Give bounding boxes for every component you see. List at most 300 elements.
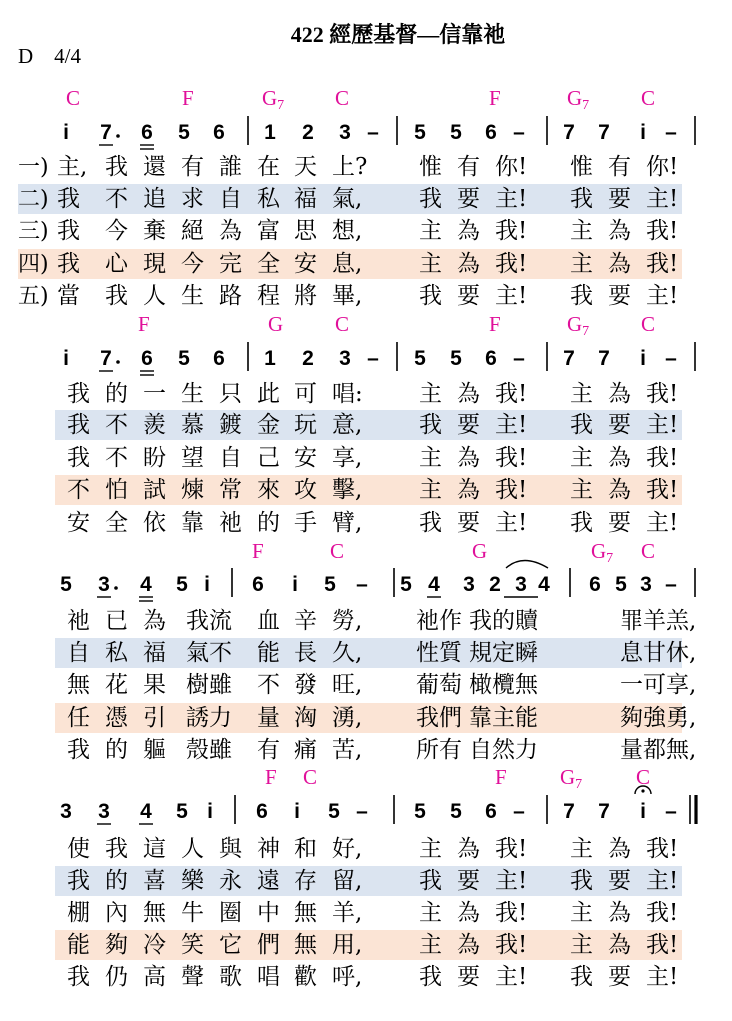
lyric-syllable: 橄欖無 <box>469 672 538 698</box>
lyric-syllable: 為 <box>457 477 480 503</box>
hymn-title: 422 經歷基督—信靠祂 <box>290 22 506 47</box>
note-digit: 5 <box>615 573 627 596</box>
lyric-syllable: 一可享, <box>620 672 697 698</box>
lyric-syllable: 我 <box>67 964 90 990</box>
note-digit: 3 <box>515 573 527 596</box>
lyric-syllable: 量都無, <box>620 737 697 763</box>
note-digit: 4 <box>538 573 550 596</box>
lyric-syllable: 羊, <box>332 900 363 926</box>
note-digit: 5 <box>176 800 188 823</box>
lyric-syllable: 能 <box>257 640 280 666</box>
lyric-syllable: 主 <box>570 445 593 471</box>
note-digit: 5 <box>414 121 426 144</box>
verse-label: 一) <box>18 155 49 180</box>
lyric-syllable: 主 <box>419 900 442 926</box>
chord-symbol: C <box>641 312 656 336</box>
lyric-syllable: 的 <box>105 868 128 894</box>
lyric-syllable: 無 <box>294 932 317 958</box>
chord-symbol: G7 <box>591 539 614 566</box>
lyric-syllable: 引 <box>143 705 166 731</box>
lyric-syllable: 軀 <box>143 737 166 763</box>
lyric-syllable: 畢, <box>332 283 363 309</box>
lyric-syllable: 鍍 <box>219 412 242 438</box>
lyric-syllable: 試 <box>143 477 166 503</box>
lyric-syllable: 喜 <box>143 868 166 894</box>
chord-symbol: C <box>303 765 318 789</box>
lyric-syllable: 一 <box>143 381 166 407</box>
lyric-syllable: 湧, <box>332 705 363 731</box>
lyric-syllable: 主 <box>570 900 593 926</box>
lyric-syllable: 我! <box>495 445 528 471</box>
lyric-syllable: 今 <box>105 218 128 244</box>
lyric-syllable: 為 <box>608 381 631 407</box>
lyric-syllable: 想, <box>332 218 363 244</box>
note-digit: 5 <box>176 573 188 596</box>
lyric-syllable: 我! <box>495 900 528 926</box>
lyric-syllable: 辛 <box>294 608 317 634</box>
lyric-syllable: 為 <box>457 251 480 277</box>
chord-symbol: F <box>489 86 501 110</box>
lyric-syllable: 只 <box>219 381 242 407</box>
lyric-syllable: 完 <box>219 251 242 277</box>
lyric-syllable: 你! <box>646 154 679 180</box>
lyric-syllable: 追 <box>143 186 166 212</box>
lyric-syllable: 我 <box>57 186 80 212</box>
lyric-syllable: 要 <box>608 186 631 212</box>
lyric-syllable: 祂作 <box>416 608 462 634</box>
lyric-syllable: 我 <box>105 836 128 862</box>
verse-label: 四) <box>18 252 49 277</box>
dash-note: – <box>367 121 379 144</box>
lyric-syllable: 為 <box>608 477 631 503</box>
note-digit: 5 <box>60 573 72 596</box>
lyric-syllable: 牛 <box>181 900 204 926</box>
lyric-syllable: 長 <box>294 640 317 666</box>
chord-symbol: F <box>495 765 507 789</box>
lyric-syllable: 這 <box>143 836 166 862</box>
lyric-syllable: 們 <box>257 932 280 958</box>
lyric-syllable: 不 <box>105 186 128 212</box>
high-do-note: i <box>640 347 646 370</box>
chord-symbol: F <box>489 312 501 336</box>
lyric-syllable: 生 <box>181 381 204 407</box>
lyric-syllable: 要 <box>608 283 631 309</box>
lyric-syllable: 旺, <box>332 672 363 698</box>
lyric-syllable: 為 <box>457 900 480 926</box>
lyric-syllable: 安 <box>294 251 317 277</box>
lyric-syllable: 為 <box>608 900 631 926</box>
lyric-syllable: 主 <box>419 836 442 862</box>
lyric-syllable: 留, <box>332 868 363 894</box>
lyric-syllable: 自 <box>67 640 90 666</box>
lyric-syllable: 我 <box>570 186 593 212</box>
lyric-syllable: 主! <box>495 412 528 438</box>
lyric-syllable: 我! <box>495 836 528 862</box>
lyric-syllable: 要 <box>457 412 480 438</box>
note-digit: 3 <box>339 121 351 144</box>
lyric-syllable: 罪羊羔, <box>620 608 697 634</box>
note-digit: 6 <box>141 121 153 144</box>
augmentation-dot <box>114 586 118 590</box>
note-digit: 4 <box>428 573 440 596</box>
chord-symbol: G <box>268 312 284 336</box>
lyric-syllable: 唱: <box>332 381 363 407</box>
lyric-syllable: 神 <box>257 836 280 862</box>
verse-label: 三) <box>18 219 49 244</box>
note-digit: 3 <box>98 800 110 823</box>
lyric-syllable: 人 <box>181 836 204 862</box>
lyric-syllable: 主! <box>495 283 528 309</box>
lyric-syllable: 我 <box>67 868 90 894</box>
lyric-syllable: 主 <box>570 381 593 407</box>
note-digit: 5 <box>178 347 190 370</box>
lyric-syllable: 無 <box>294 900 317 926</box>
lyric-syllable: 路 <box>219 283 242 309</box>
chord-symbol: G7 <box>567 312 590 339</box>
lyric-syllable: 憑 <box>105 705 128 731</box>
lyric-syllable: 要 <box>457 868 480 894</box>
lyric-syllable: 絕 <box>181 218 204 244</box>
lyric-syllable: 盼 <box>143 445 166 471</box>
lyric-syllable: 有 <box>181 154 204 180</box>
dash-note: – <box>665 573 677 596</box>
lyric-syllable: 我 <box>67 412 90 438</box>
note-digit: 7 <box>563 121 575 144</box>
lyric-syllable: 息, <box>332 251 363 277</box>
dash-note: – <box>665 800 677 823</box>
lyric-syllable: 主! <box>495 186 528 212</box>
lyric-syllable: 為 <box>457 836 480 862</box>
lyric-syllable: 求 <box>181 186 204 212</box>
lyric-syllable: 主 <box>570 251 593 277</box>
lyric-syllable: 痛 <box>294 737 317 763</box>
lyric-syllable: 高 <box>143 964 166 990</box>
chord-symbol: C <box>66 86 81 110</box>
note-digit: 6 <box>213 121 225 144</box>
lyric-syllable: 花 <box>105 672 128 698</box>
lyric-syllable: 常 <box>219 477 242 503</box>
lyric-syllable: 使 <box>67 836 90 862</box>
lyric-syllable: 意, <box>332 412 363 438</box>
high-do-note: i <box>63 347 69 370</box>
dash-note: – <box>367 347 379 370</box>
high-do-note: i <box>292 573 298 596</box>
lyric-syllable: 為 <box>608 445 631 471</box>
lyric-syllable: 能 <box>67 932 90 958</box>
lyric-syllable: 有 <box>457 154 480 180</box>
lyric-syllable: 好, <box>332 836 363 862</box>
note-digit: 3 <box>463 573 475 596</box>
note-digit: 4 <box>140 573 152 596</box>
lyric-syllable: 祂 <box>219 510 242 536</box>
lyric-syllable: 享, <box>332 445 363 471</box>
lyric-syllable: 你! <box>495 154 528 180</box>
lyric-syllable: 我 <box>105 154 128 180</box>
dash-note: – <box>356 573 368 596</box>
lyric-syllable: 主 <box>570 836 593 862</box>
note-digit: 5 <box>328 800 340 823</box>
lyric-syllable: 安 <box>294 445 317 471</box>
lyric-syllable: 主 <box>419 218 442 244</box>
chord-symbol: F <box>182 86 194 110</box>
lyric-syllable: 苦, <box>332 737 363 763</box>
lyric-syllable: 金 <box>257 412 280 438</box>
lyric-syllable: 任 <box>67 705 90 731</box>
note-digit: 5 <box>400 573 412 596</box>
lyric-syllable: 攻 <box>294 477 317 503</box>
lyric-syllable: 要 <box>608 868 631 894</box>
note-digit: 5 <box>450 800 462 823</box>
lyric-syllable: 棄 <box>143 218 166 244</box>
lyric-syllable: 要 <box>457 186 480 212</box>
lyric-syllable: 為 <box>457 381 480 407</box>
chord-symbol: C <box>335 86 350 110</box>
high-do-note: i <box>207 800 213 823</box>
lyric-syllable: 冷 <box>143 932 166 958</box>
lyric-syllable: 不 <box>105 445 128 471</box>
augmentation-dot <box>116 134 120 138</box>
lyric-syllable: 全 <box>105 510 128 536</box>
note-digit: 7 <box>598 800 610 823</box>
lyric-syllable: 氣不 <box>186 640 232 666</box>
lyric-syllable: 我! <box>495 381 528 407</box>
lyric-syllable: 和 <box>294 836 317 862</box>
high-do-note: i <box>640 121 646 144</box>
lyric-syllable: 還 <box>143 154 166 180</box>
lyric-syllable: 人 <box>143 283 166 309</box>
lyric-syllable: 主! <box>646 186 679 212</box>
lyric-syllable: 我 <box>570 868 593 894</box>
lyric-syllable: 自 <box>219 186 242 212</box>
lyric-syllable: 我 <box>419 510 442 536</box>
lyric-syllable: 為 <box>457 218 480 244</box>
lyric-syllable: 我 <box>67 737 90 763</box>
dash-note: – <box>513 121 525 144</box>
lyric-syllable: 我 <box>67 445 90 471</box>
note-digit: 7 <box>598 121 610 144</box>
lyric-syllable: 我! <box>495 477 528 503</box>
note-digit: 5 <box>450 347 462 370</box>
lyric-syllable: 要 <box>457 510 480 536</box>
note-digit: 5 <box>414 347 426 370</box>
key-signature: D 4/4 <box>18 44 81 68</box>
lyric-syllable: 的 <box>105 381 128 407</box>
music-system-1 <box>18 86 695 309</box>
lyric-syllable: 樹雖 <box>186 672 232 698</box>
chord-symbol: G7 <box>262 86 285 113</box>
lyric-syllable: 存 <box>294 868 317 894</box>
chord-symbol: G7 <box>560 765 583 792</box>
lyric-syllable: 血 <box>257 608 280 634</box>
note-digit: 6 <box>485 347 497 370</box>
augmentation-dot <box>116 360 120 364</box>
lyric-syllable: 我 <box>419 283 442 309</box>
note-digit: 3 <box>60 800 72 823</box>
lyric-syllable: 所有 <box>416 737 462 763</box>
lyric-syllable: 聲 <box>181 964 204 990</box>
music-system-3 <box>55 539 696 763</box>
lyric-syllable: 主! <box>495 868 528 894</box>
lyric-syllable: 主 <box>419 251 442 277</box>
lyric-syllable: 主 <box>570 218 593 244</box>
lyric-syllable: 呼, <box>332 964 363 990</box>
lyric-syllable: 我! <box>646 900 679 926</box>
lyric-syllable: 我 <box>105 283 128 309</box>
lyric-syllable: 殼雖 <box>186 737 232 763</box>
note-digit: 7 <box>598 347 610 370</box>
lyric-syllable: 為 <box>457 932 480 958</box>
lyric-syllable: 夠 <box>105 932 128 958</box>
lyric-syllable: 的 <box>257 510 280 536</box>
lyric-syllable: 我! <box>495 251 528 277</box>
chord-symbol: C <box>641 539 656 563</box>
note-digit: 5 <box>324 573 336 596</box>
note-digit: 7 <box>563 347 575 370</box>
lyric-syllable: 歡 <box>294 964 317 990</box>
lyric-syllable: 的 <box>105 737 128 763</box>
high-do-note: i <box>204 573 210 596</box>
lyric-syllable: 我! <box>646 445 679 471</box>
lyric-syllable: 中 <box>257 900 280 926</box>
lyric-syllable: 天 <box>294 154 317 180</box>
lyric-syllable: 手 <box>294 510 317 536</box>
lyric-syllable: 發 <box>294 672 317 698</box>
note-digit: 6 <box>589 573 601 596</box>
lyric-syllable: 今 <box>181 251 204 277</box>
lyric-syllable: 主! <box>646 964 679 990</box>
lyric-syllable: 有 <box>257 737 280 763</box>
lyric-syllable: 洶 <box>294 705 317 731</box>
lyric-syllable: 永 <box>219 868 242 894</box>
slur-mark <box>506 561 548 569</box>
note-digit: 6 <box>141 347 153 370</box>
lyric-syllable: 私 <box>105 640 128 666</box>
lyric-syllable: 富 <box>257 218 280 244</box>
lyric-syllable: 久, <box>332 640 363 666</box>
lyric-syllable: 我! <box>646 251 679 277</box>
lyric-syllable: 主 <box>570 477 593 503</box>
lyric-syllable: 主 <box>419 445 442 471</box>
high-do-note: i <box>63 121 69 144</box>
lyric-syllable: 我 <box>67 381 90 407</box>
note-digit: 3 <box>640 573 652 596</box>
chord-symbol: F <box>138 312 150 336</box>
note-digit: 5 <box>178 121 190 144</box>
lyric-syllable: 我! <box>646 381 679 407</box>
lyric-syllable: 望 <box>181 445 204 471</box>
note-digit: 7 <box>100 347 112 370</box>
lyric-syllable: 惟 <box>570 154 593 180</box>
lyric-syllable: 主! <box>495 964 528 990</box>
music-system-2 <box>55 312 695 536</box>
lyric-syllable: 當 <box>57 283 80 309</box>
chord-symbol: C <box>330 539 345 563</box>
lyric-syllable: 我! <box>646 477 679 503</box>
lyric-syllable: 己 <box>257 445 280 471</box>
lyric-syllable: 要 <box>608 964 631 990</box>
lyric-syllable: 我! <box>495 932 528 958</box>
lyric-syllable: 我 <box>570 283 593 309</box>
lyric-syllable: 此 <box>257 381 280 407</box>
lyric-syllable: 上? <box>332 154 368 180</box>
lyric-syllable: 已 <box>105 608 128 634</box>
lyric-syllable: 歌 <box>219 964 242 990</box>
lyric-syllable: 息甘休, <box>620 640 697 666</box>
lyric-syllable: 我 <box>57 251 80 277</box>
note-digit: 6 <box>485 121 497 144</box>
lyric-syllable: 我 <box>419 868 442 894</box>
verse-label: 二) <box>18 187 49 212</box>
lyric-syllable: 程 <box>257 283 280 309</box>
lyric-syllable: 我 <box>570 964 593 990</box>
lyric-syllable: 我的贖 <box>469 608 538 634</box>
lyric-syllable: 靠主能 <box>469 705 538 731</box>
lyric-syllable: 不 <box>67 477 90 503</box>
lyric-syllable: 主, <box>57 154 88 180</box>
dash-note: – <box>665 347 677 370</box>
lyric-syllable: 為 <box>219 218 242 244</box>
lyric-syllable: 要 <box>457 283 480 309</box>
note-digit: 1 <box>264 121 276 144</box>
chord-symbol: C <box>636 765 651 789</box>
lyric-syllable: 心 <box>105 251 128 277</box>
lyric-syllable: 靠 <box>181 510 204 536</box>
lyric-syllable: 主 <box>419 381 442 407</box>
lyric-syllable: 我! <box>646 218 679 244</box>
lyric-syllable: 有 <box>608 154 631 180</box>
note-digit: 2 <box>302 121 314 144</box>
note-digit: 6 <box>213 347 225 370</box>
lyric-syllable: 要 <box>608 510 631 536</box>
chord-symbol: F <box>265 765 277 789</box>
lyric-syllable: 不 <box>257 672 280 698</box>
lyric-syllable: 遠 <box>257 868 280 894</box>
lyric-syllable: 我 <box>419 186 442 212</box>
lyric-syllable: 規定瞬 <box>469 640 538 666</box>
dash-note: – <box>513 800 525 823</box>
lyric-syllable: 安 <box>67 510 90 536</box>
lyric-syllable: 我 <box>570 510 593 536</box>
dash-note: – <box>356 800 368 823</box>
note-digit: 5 <box>450 121 462 144</box>
lyric-syllable: 擊, <box>332 477 363 503</box>
note-digit: 6 <box>252 573 264 596</box>
chord-symbol: G7 <box>567 86 590 113</box>
lyric-syllable: 依 <box>143 510 166 536</box>
lyric-syllable: 我流 <box>186 608 232 634</box>
lyric-syllable: 我 <box>570 412 593 438</box>
lyric-syllable: 氣, <box>332 186 363 212</box>
lyric-syllable: 羨 <box>143 412 166 438</box>
lyric-syllable: 生 <box>181 283 204 309</box>
lyric-syllable: 仍 <box>105 964 128 990</box>
lyric-syllable: 現 <box>143 251 166 277</box>
lyric-syllable: 玩 <box>294 412 317 438</box>
lyric-syllable: 它 <box>219 932 242 958</box>
lyric-syllable: 要 <box>608 412 631 438</box>
lyric-syllable: 用, <box>332 932 363 958</box>
dash-note: – <box>513 347 525 370</box>
lyric-syllable: 祂 <box>67 608 90 634</box>
note-digit: 7 <box>100 121 112 144</box>
lyric-syllable: 夠強勇, <box>620 705 697 731</box>
lyric-syllable: 笑 <box>181 932 204 958</box>
lyric-syllable: 勞, <box>332 608 363 634</box>
note-digit: 7 <box>563 800 575 823</box>
lyric-syllable: 我 <box>57 218 80 244</box>
lyric-syllable: 為 <box>608 932 631 958</box>
note-digit: 4 <box>140 800 152 823</box>
